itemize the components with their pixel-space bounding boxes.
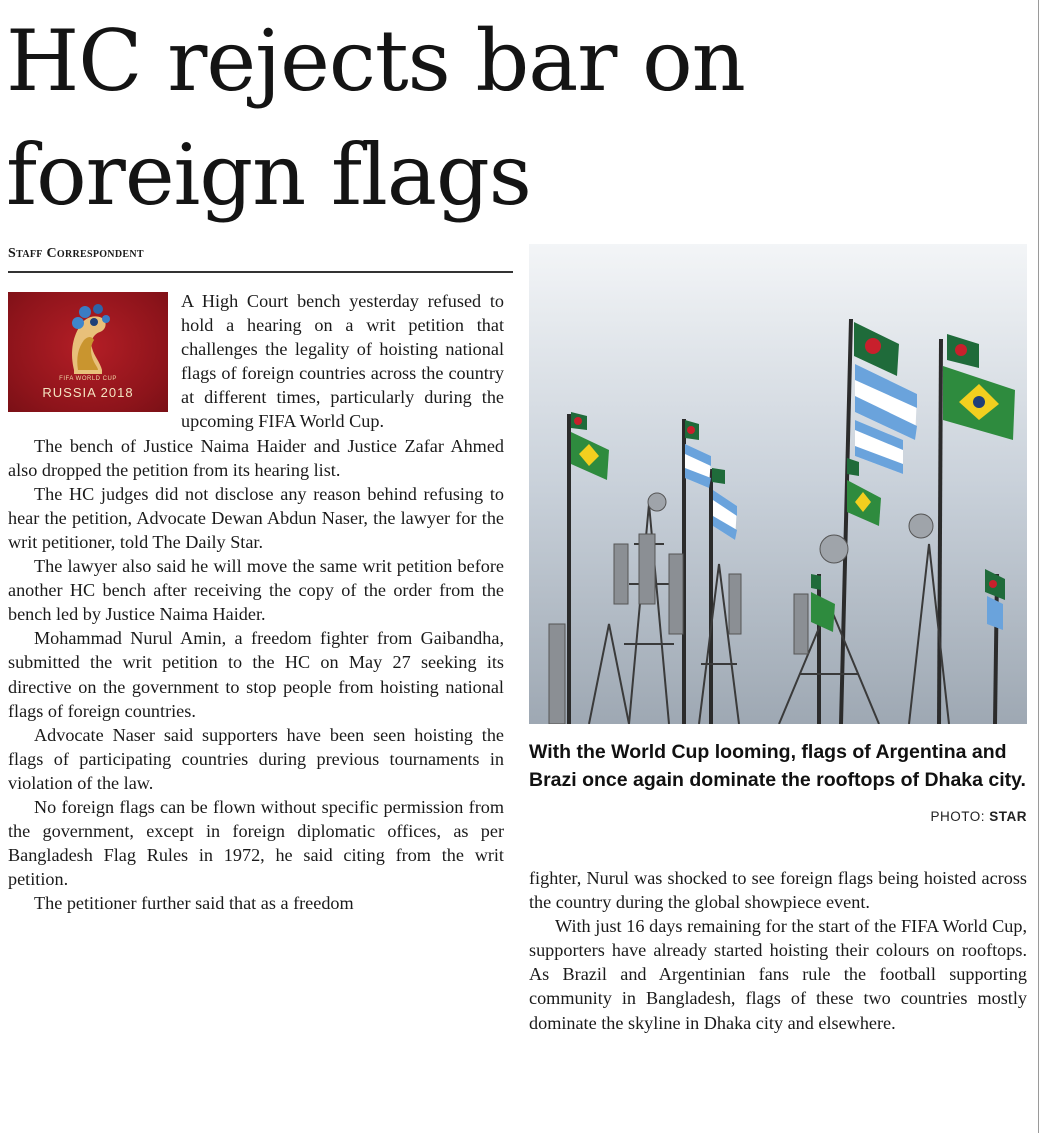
logo-wrap-space — [8, 289, 181, 410]
photo-credit — [930, 809, 1027, 824]
byline-rule — [8, 271, 513, 273]
photo-caption: With the World Cup looming, flags of Argentina and Brazi once again dominate the rooftops of Dhaka city. — [529, 741, 1026, 791]
article-paragraph: The HC judges did not disclose any reason behind refusing to hear the petition, Advocate Dewan Abdun Naser, the lawyer for the writ petitioner, told The Daily Star. — [8, 483, 504, 552]
logo-title: RUSSIA 2018 — [42, 385, 134, 400]
article-paragraph: The bench of Justice Naima Haider and Justice Zafar Ahmed also dropped the petition from its hearing list. — [8, 435, 504, 480]
article-paragraph: Advocate Naser said supporters have been seen hoisting the flags of participating countries during previous tournaments in violation of the law. — [8, 724, 504, 793]
article-paragraph: fighter, Nurul was shocked to see foreign flags being hoisted across the country during the global showpiece event. — [529, 868, 1027, 913]
article-column-right — [529, 866, 1027, 1035]
logo-caption: FIFA WORLD CUP — [59, 376, 117, 382]
headline: HC rejects bar on foreign flags — [6, 12, 745, 224]
column-divider — [1038, 0, 1039, 1133]
photo-credit-label: PHOTO: — [930, 809, 985, 824]
article-paragraph: No foreign flags can be flown without specific permission from the government, except in foreign diplomatic offices, as per Bangladesh Flag Rules in 1972, he said citing from the writ petition. — [8, 796, 504, 890]
article-paragraph: The lawyer also said he will move the same writ petition before another HC bench after receiving the copy of the order from the bench led by Justice Naima Haider. — [8, 556, 504, 625]
news-photo — [529, 244, 1027, 724]
article-paragraph: Mohammad Nurul Amin, a freedom fighter from Gaibandha, submitted the writ petition to the HC on May 27 seeking its directive on the government to stop people from hoisting national flags of foreign countries. — [8, 628, 504, 721]
article-paragraph: A High Court bench yesterday refused to hold a hearing on a writ petition that challenges the legality of hoisting national flags of foreign countries across the country at different times, particularly during the upcoming FIFA World Cup. — [181, 291, 504, 432]
photo-credit-source: STAR — [989, 809, 1027, 824]
byline: Staff Correspondent — [8, 246, 144, 261]
article-column-left — [8, 289, 504, 915]
flags-photo-illustration — [529, 244, 1027, 724]
article-paragraph: With just 16 days remaining for the start of the FIFA World Cup, supporters have already started hoisting their colours on rooftops. As Brazil and Argentinian fans rule the football supporting community in Bangladesh, flags of these two countries mostly dominate the skyline in Dhaka city and elsewhere. — [529, 916, 1027, 1033]
article-paragraph: The petitioner further said that as a freedom — [34, 893, 354, 914]
